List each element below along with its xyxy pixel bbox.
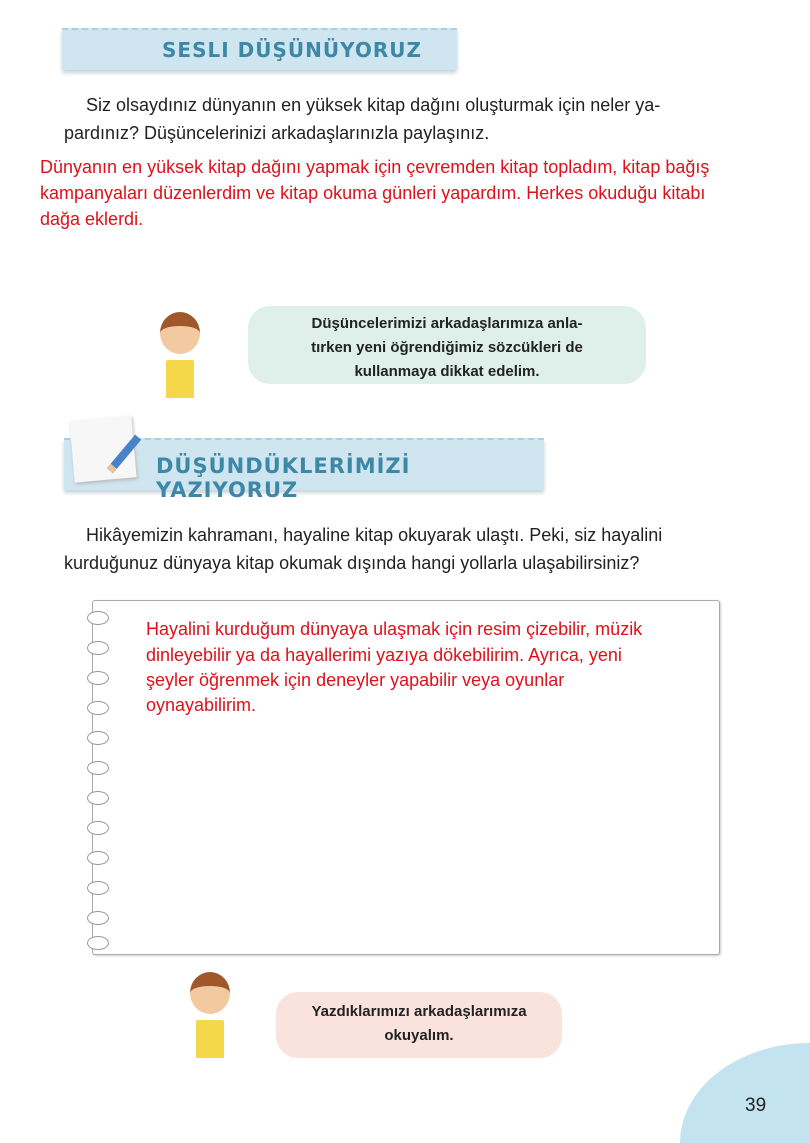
bubble-line: Düşüncelerimizi arkadaşlarımıza anla- <box>311 315 583 332</box>
corner-decoration <box>680 1043 810 1143</box>
bubble-line: kullanmaya dikkat edelim. <box>354 363 540 380</box>
answer-line: dağa eklerdi. <box>40 209 144 229</box>
answer-line: kampanyaları düzenlerdim ve kitap okuma günleri yapardım. Herkes okuduğu kitabı <box>40 183 706 203</box>
section-banner-sesli <box>62 28 457 70</box>
speech-bubble <box>248 306 646 384</box>
answer-line: dinleyebilir ya da hayallerimi yazıya dökebilirim. Ayrıca, yeni <box>146 645 622 665</box>
answer-line: oynayabilirim. <box>146 695 257 715</box>
question-line: kurduğunuz dünyaya kitap okumak dışında hangi yollarla ulaşabilirsiniz? <box>64 553 640 573</box>
question-line: Hikâyemizin kahramanı, hayaline kitap okuyarak ulaştı. Peki, siz hayalini <box>86 525 663 545</box>
section-title: DÜŞÜNDÜKLERİMİZİ YAZIYORUZ <box>156 454 411 502</box>
answer-line: Dünyanın en yüksek kitap dağını yapmak için çevremden kitap topladım, kitap bağış <box>40 157 710 177</box>
bubble-line: Yazdıklarımızı arkadaşlarımıza <box>311 1003 527 1020</box>
question-line: pardınız? Düşüncelerinizi arkadaşlarınızla paylaşınız. <box>64 123 490 143</box>
section-title: SESLI DÜŞÜNÜYORUZ <box>162 38 422 62</box>
page-number: 39 <box>745 1095 767 1116</box>
bubble-line: okuyalım. <box>384 1027 454 1044</box>
answer-line: Hayalini kurduğum dünyaya ulaşmak için resim çizebilir, müzik <box>146 619 643 639</box>
girl-illustration <box>180 972 240 1062</box>
answer-line: şeyler öğrenmek için deneyler yapabilir veya oyunlar <box>146 670 565 690</box>
speech-bubble <box>276 992 562 1058</box>
bubble-line: tırken yeni öğrendiğimiz sözcükleri de <box>311 339 583 356</box>
boy-illustration <box>150 312 210 402</box>
question-line: Siz olsaydınız dünyanın en yüksek kitap dağını oluşturmak için neler ya- <box>86 95 661 115</box>
